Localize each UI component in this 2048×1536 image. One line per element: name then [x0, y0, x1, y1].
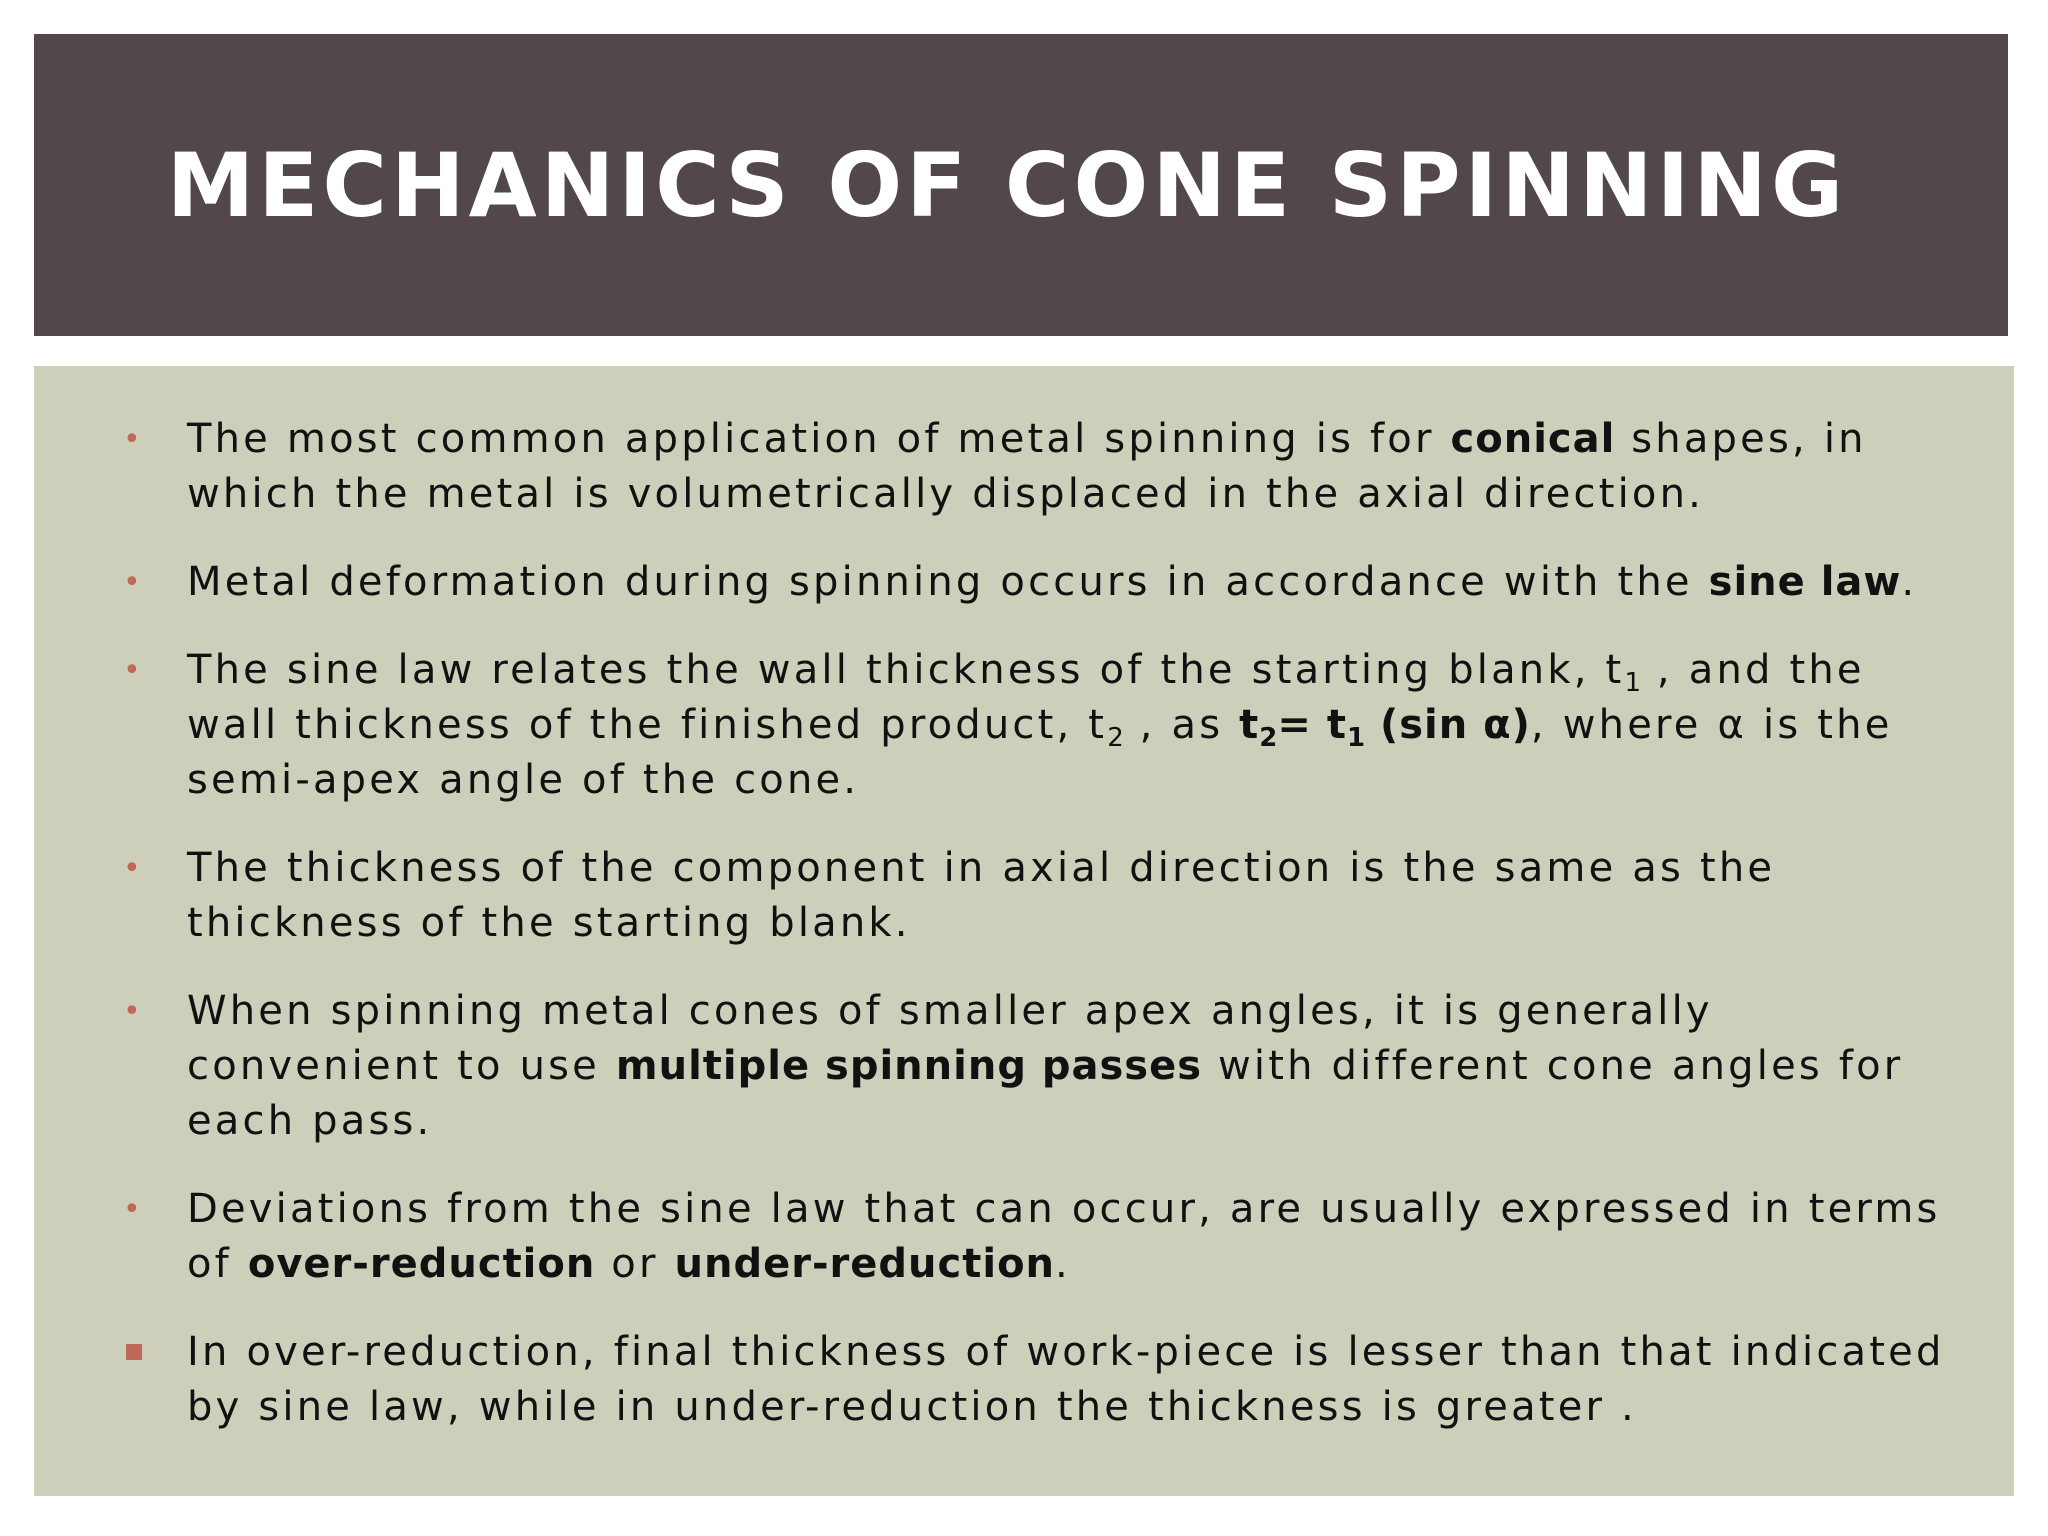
bullet-dot-icon: •	[123, 851, 144, 886]
bullet-text: .	[1901, 559, 1918, 605]
bullet-item-over-under-reduction	[34, 1325, 2014, 1435]
bullet-text: The most common application of metal spinning is for	[187, 416, 1451, 462]
bullet-dot-icon: •	[123, 565, 144, 600]
bullet-emphasis: under-reduction	[674, 1241, 1056, 1287]
bullet-item-multiple-passes	[34, 984, 2014, 1149]
bullet-text: shapes, in which the metal is volumetrically displaced in the axial direction.	[187, 416, 1867, 517]
bullet-text: with different cone angles for each pass.	[187, 1043, 1904, 1144]
bullet-dot-icon: •	[123, 422, 144, 457]
bullet-text: Deviations from the sine law that can occur, are usually expressed in terms of	[187, 1186, 1941, 1287]
bullet-text: The thickness of the component in axial direction is the same as the thickness of the starting blank.	[187, 845, 1776, 946]
bullet-item-sine-law	[34, 555, 2014, 610]
bullet-item-axial-thickness	[34, 841, 2014, 951]
title-bar	[34, 34, 2008, 336]
bullet-list	[34, 412, 2014, 1468]
bullet-dot-icon: •	[123, 653, 144, 688]
bullet-text: , where α is the semi-apex angle of the cone.	[187, 702, 1893, 803]
bullet-text: , as	[1123, 702, 1240, 748]
bullet-emphasis: multiple spinning passes	[615, 1043, 1203, 1089]
formula	[1239, 702, 1531, 753]
bullet-item-deviations	[34, 1182, 2014, 1292]
formula-subscript: 1	[1346, 723, 1366, 753]
formula-part: = t	[1277, 702, 1347, 748]
bullet-dot-icon: •	[123, 1192, 144, 1227]
bullet-text: When spinning metal cones of smaller apex angles, it is generally convenient to use	[187, 988, 1713, 1089]
bullet-text: , and the wall thickness of the finished product, t	[187, 647, 1865, 748]
bullet-emphasis: sine law	[1708, 559, 1902, 605]
bullet-item-conical	[34, 412, 2014, 522]
bullet-square-icon	[126, 1344, 142, 1360]
bullet-text: Metal deformation during spinning occurs in accordance with the	[187, 559, 1709, 605]
bullet-item-sine-law-formula	[34, 643, 2014, 808]
subscript: 1	[1624, 668, 1641, 698]
bullet-text: The sine law relates the wall thickness of the starting blank, t	[187, 647, 1625, 693]
formula-subscript: 2	[1259, 723, 1278, 753]
formula-part: (sin α)	[1365, 702, 1531, 748]
bullet-emphasis: conical	[1450, 416, 1616, 462]
content-panel	[34, 366, 2014, 1496]
bullet-text: In over-reduction, final thickness of work-piece is lesser than that indicated by sine law, while in under-reduction the thickness is greater .	[187, 1329, 1945, 1430]
slide-title: MECHANICS OF CONE SPINNING	[166, 133, 1848, 237]
bullet-emphasis: over-reduction	[247, 1241, 596, 1287]
bullet-dot-icon: •	[123, 994, 144, 1029]
subscript: 2	[1107, 723, 1124, 753]
bullet-text: .	[1055, 1241, 1071, 1287]
formula-part: t	[1239, 702, 1260, 748]
bullet-text: or	[595, 1241, 675, 1287]
